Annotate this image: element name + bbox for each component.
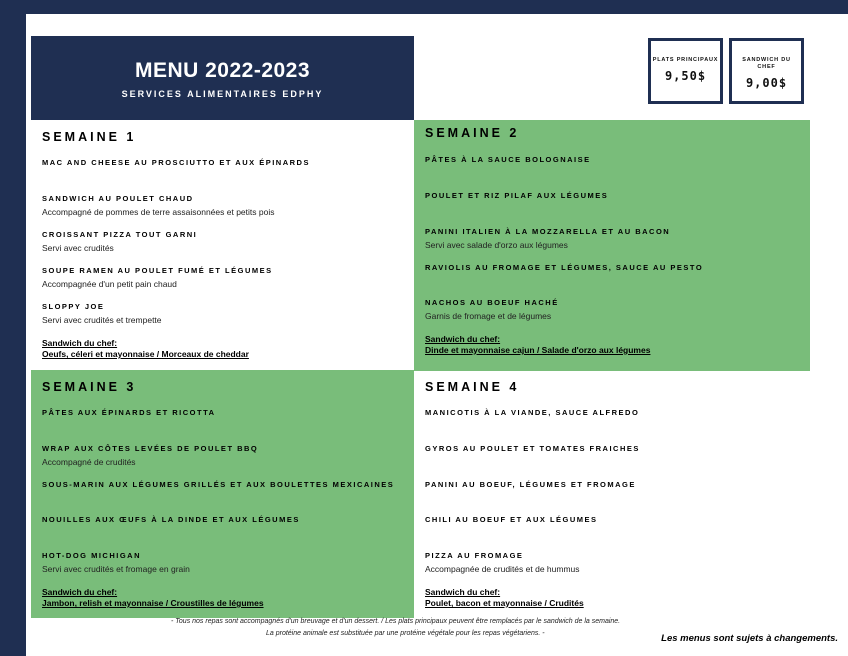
item-name: RAVIOLIS AU FROMAGE ET LÉGUMES, SAUCE AU PESTO (425, 263, 704, 272)
changes-notice: Les menus sont sujets à changements. (661, 633, 838, 644)
menu-item (425, 551, 795, 574)
chef-sandwich-label: Sandwich du chef: (425, 334, 501, 344)
menu-item (42, 515, 412, 525)
menu-item (42, 194, 412, 217)
price-value: 9,50$ (664, 69, 707, 83)
item-name: PIZZA AU FROMAGE (425, 551, 524, 560)
week-title: SEMAINE 3 (42, 380, 137, 394)
item-name: SLOPPY JOE (42, 302, 105, 311)
week-1-section (31, 120, 414, 370)
item-name: PÂTES À LA SAUCE BOLOGNAISE (425, 155, 591, 164)
menu-item (425, 263, 795, 273)
menu-item (425, 191, 795, 201)
item-name: PÂTES AUX ÉPINARDS ET RICOTTA (42, 408, 216, 417)
item-name: HOT-DOG MICHIGAN (42, 551, 141, 560)
item-description: Servi avec crudités et fromage en grain (42, 564, 190, 574)
item-description: Servi avec crudités (42, 243, 114, 253)
item-name: CROISSANT PIZZA TOUT GARNI (42, 230, 198, 239)
menu-item (42, 551, 412, 574)
price-label: PLATS PRINCIPAUX (652, 57, 719, 63)
chef-sandwich-value: Oeufs, céleri et mayonnaise / Morceaux de cheddar (42, 349, 249, 359)
price-value: 9,00$ (745, 76, 788, 90)
item-name: CHILI AU BOEUF ET AUX LÉGUMES (425, 515, 598, 524)
item-description: Servi avec crudités et trempette (42, 315, 162, 325)
week-2-section (414, 120, 810, 371)
item-name: SOUS-MARIN AUX LÉGUMES GRILLÉS ET AUX BOULETTES MEXICAINES (42, 480, 395, 489)
item-name: PANINI ITALIEN À LA MOZZARELLA ET AU BACON (425, 227, 671, 236)
item-name: WRAP AUX CÔTES LEVÉES DE POULET BBQ (42, 444, 259, 453)
menu-item (42, 230, 412, 253)
chef-sandwich-label: Sandwich du chef: (42, 338, 118, 348)
chef-sandwich-value: Dinde et mayonnaise cajun / Salade d'orzo aux légumes (425, 345, 651, 355)
item-name: NACHOS AU BOEUF HACHÉ (425, 298, 559, 307)
menu-item (425, 227, 795, 250)
item-description: Accompagné de crudités (42, 457, 136, 467)
menu-item (425, 155, 795, 165)
week-title: SEMAINE 2 (425, 126, 520, 140)
item-description: Accompagnée de crudités et de hummus (425, 564, 580, 574)
menu-item (42, 444, 412, 467)
chef-sandwich-value: Poulet, bacon et mayonnaise / Crudités (425, 598, 584, 608)
chef-sandwich-label: Sandwich du chef: (425, 587, 501, 597)
chef-sandwich-label: Sandwich du chef: (42, 587, 118, 597)
item-name: NOUILLES AUX ŒUFS À LA DINDE ET AUX LÉGUMES (42, 515, 300, 524)
menu-page (26, 14, 848, 656)
menu-item (425, 444, 795, 454)
menu-item (42, 408, 412, 418)
week-title: SEMAINE 4 (425, 380, 520, 394)
price-label: SANDWICH DU CHEF (742, 57, 791, 70)
item-name: SOUPE RAMEN AU POULET FUMÉ ET LÉGUMES (42, 266, 273, 275)
menu-item (42, 158, 412, 168)
item-description: Servi avec salade d'orzo aux légumes (425, 240, 568, 250)
menu-item (425, 480, 795, 490)
item-name: SANDWICH AU POULET CHAUD (42, 194, 194, 203)
menu-title: MENU 2022-2023 (134, 59, 311, 82)
week-title: SEMAINE 1 (42, 130, 137, 144)
price-box-main (648, 38, 723, 104)
menu-item (42, 480, 412, 490)
item-description: Accompagnée d'un petit pain chaud (42, 279, 177, 289)
chef-sandwich-value: Jambon, relish et mayonnaise / Croustilles de légumes (42, 598, 264, 608)
menu-item (425, 298, 795, 321)
menu-item (42, 266, 412, 289)
week-4-section (414, 370, 810, 618)
item-description: Garnis de fromage et de légumes (425, 311, 552, 321)
footer-note-2: La protéine animale est substituée par une protéine végétale pour les repas végétariens. - (266, 630, 545, 637)
menu-item (42, 302, 412, 325)
item-name: GYROS AU POULET ET TOMATES FRAICHES (425, 444, 640, 453)
item-name: MANICOTIS À LA VIANDE, SAUCE ALFREDO (425, 408, 640, 417)
menu-item (425, 408, 795, 418)
menu-item (425, 515, 795, 525)
menu-subtitle: SERVICES ALIMENTAIRES EDPHY (121, 89, 324, 99)
item-name: PANINI AU BOEUF, LÉGUMES ET FROMAGE (425, 480, 636, 489)
item-name: POULET ET RIZ PILAF AUX LÉGUMES (425, 191, 609, 200)
week-3-section (31, 370, 414, 618)
menu-header (31, 36, 414, 120)
item-description: Accompagné de pommes de terre assaisonnées et petits pois (42, 207, 275, 217)
price-box-sandwich (729, 38, 804, 104)
item-name: MAC AND CHEESE AU PROSCIUTTO ET AUX ÉPINARDS (42, 158, 310, 167)
footer-note-1: - Tous nos repas sont accompagnés d'un breuvage et d'un dessert. / Les plats principaux peuvent être remplacés par le sandwich de la semaine. (171, 618, 621, 625)
